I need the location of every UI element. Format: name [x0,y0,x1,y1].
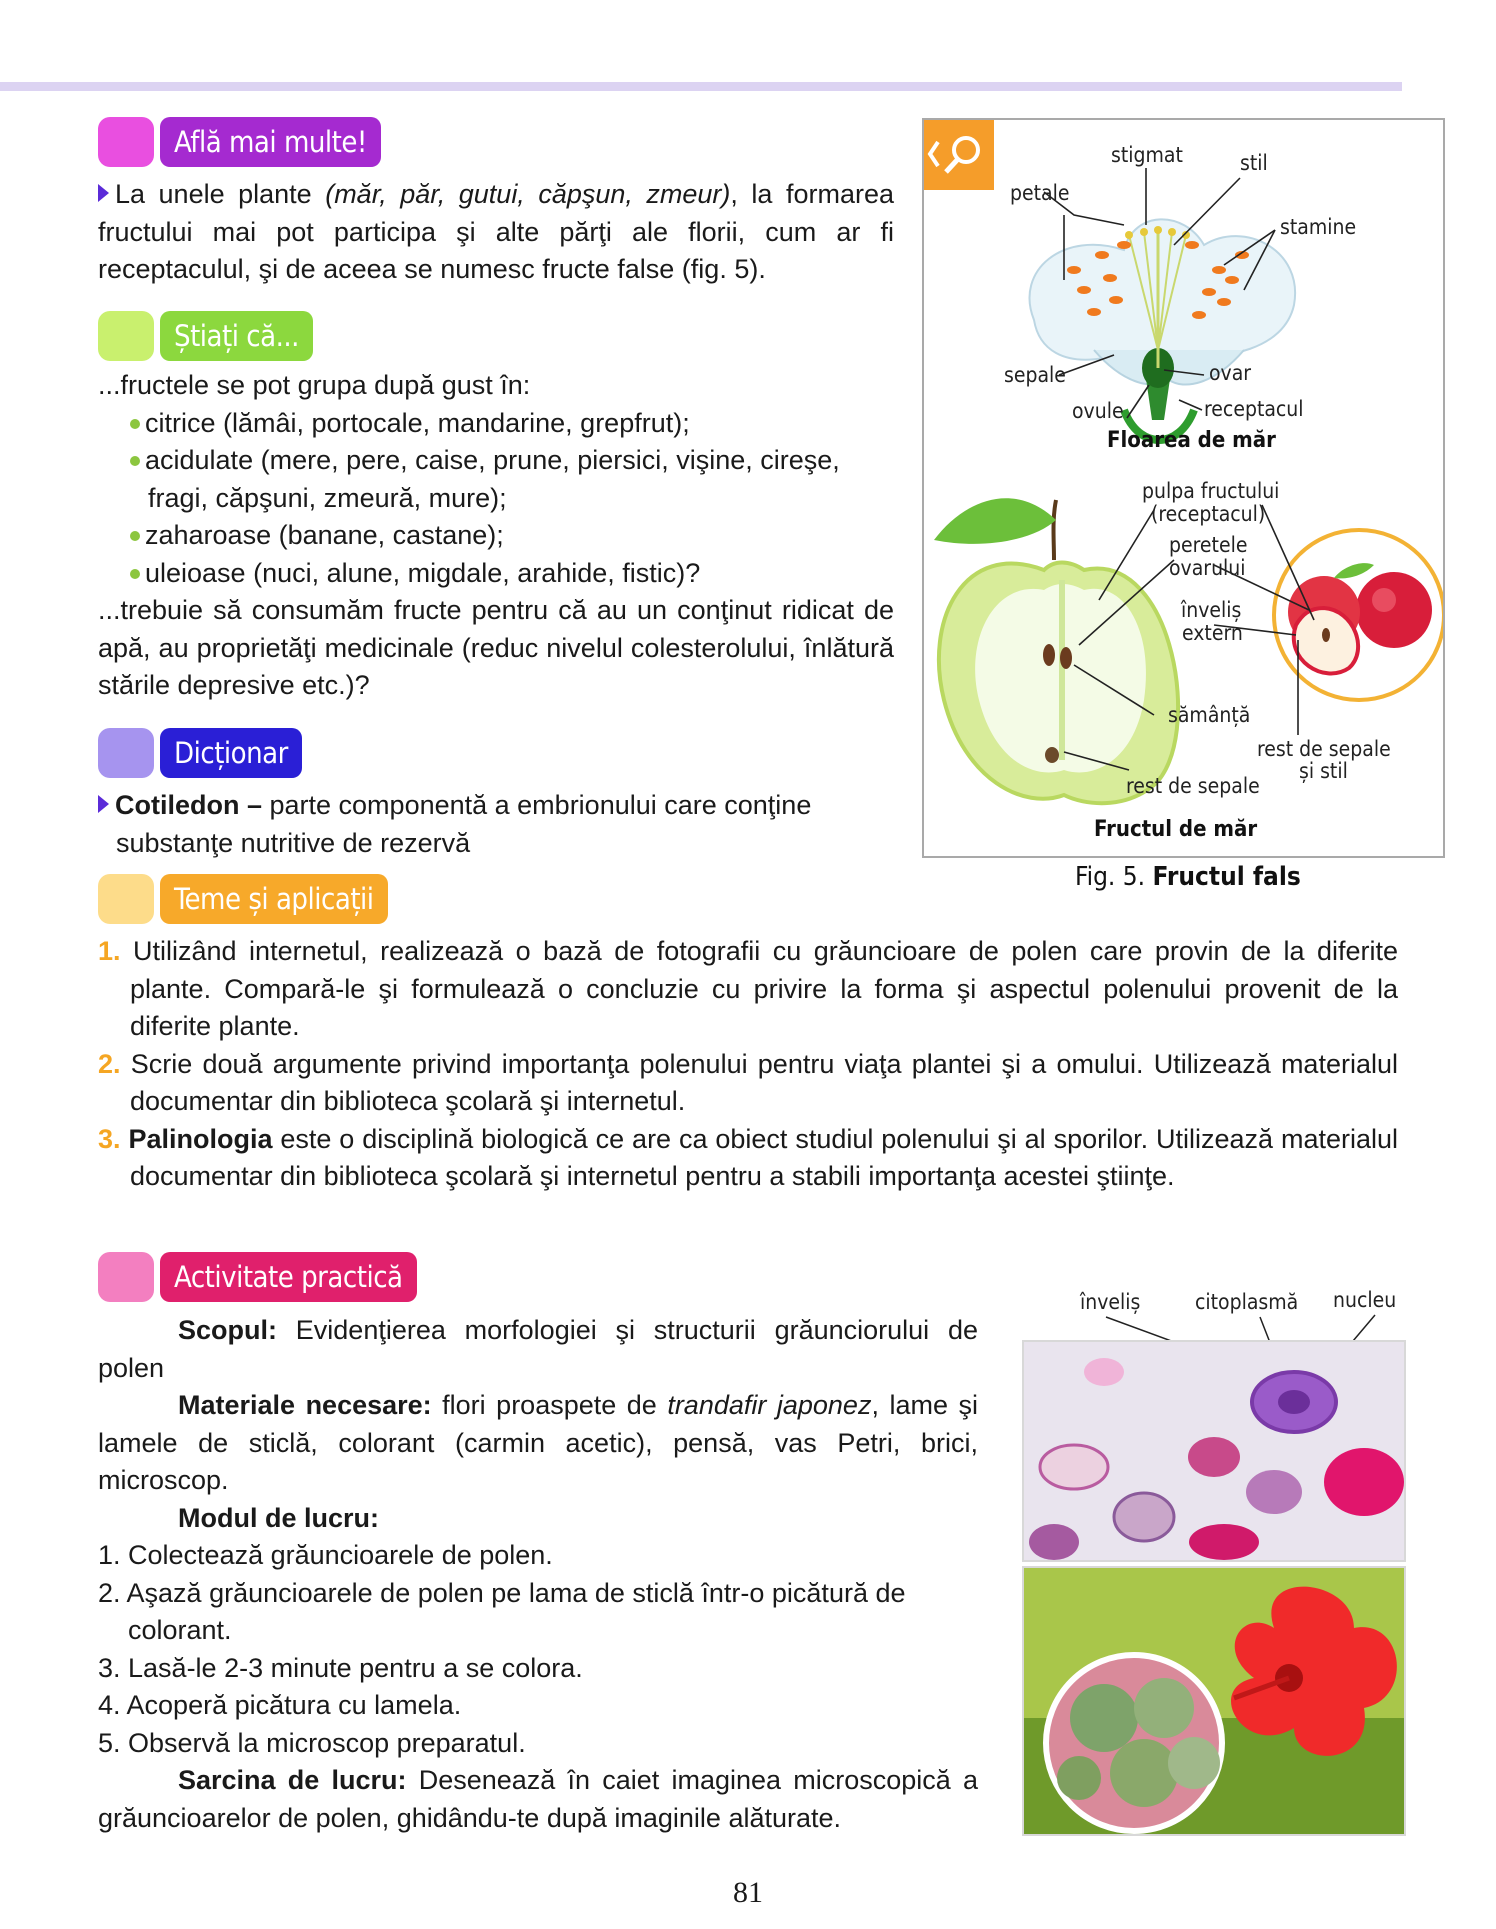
fruit-title: Fructul de măr [1094,817,1258,842]
top-divider [0,82,1402,91]
materiale-paragraph: Materiale necesare: flori proaspete de trandafir japonez, lame şi lamele de sticlă, colorant (carmin acetic), pensă, vas Petri, brici, microscop. [98,1390,978,1495]
header-square [98,874,154,924]
page-number: 81 [733,1876,763,1909]
bullet-dot-icon [130,419,140,429]
taste-list [98,405,894,593]
stiati-block [98,367,894,705]
label-stamine: stamine [1280,215,1357,239]
label-invelis-2: extern [1182,621,1243,645]
label-pulpa-1: pulpa fructului [1142,479,1280,503]
list-item: uleioase (nuci, alune, migdale, arahide, fistic)? [130,555,894,593]
pollen-microscope-image [1022,1340,1406,1562]
red-apples-inset [1274,530,1443,700]
label-ovar: ovar [1209,361,1252,385]
header-label: Activitate practică [160,1252,417,1302]
figure-drawing [924,120,1443,856]
stiati-intro: ...fructele se pot grupa după gust în: [98,370,531,400]
label-ovule: ovule [1072,399,1124,423]
green-apple-illustration [934,498,1178,803]
label-rest-sepale-stil-1: rest de sepale [1257,737,1391,761]
label-petale: petale [1010,181,1070,205]
header-square [98,117,154,167]
list-item: 1. Utilizând internetul, realizează o bază de fotografii cu grăuncioare de polen care provin de la diferite plante. Compară-le şi formulează o concluzie cu privire la forma şi aspectul polenului provenit de la diferite plante. [98,936,1398,1041]
label-receptacul: receptacul [1204,397,1304,421]
list-item: acidulate (mere, pere, caise, prune, piersici, vişine, cireşe, fragi, căpşuni, zmeură, mure); [130,442,894,517]
bullet-dot-icon [130,569,140,579]
sarcina-paragraph: Sarcina de lucru: Desenează în caiet imaginea microscopică a grăuncioarelor de polen, ghidându-te după imaginile alăturate. [98,1765,978,1833]
label-invelis-1: înveliș [1181,598,1242,622]
afla-paragraph: La unele plante (măr, păr, gutui, căpşun, zmeur), la formarea fructului mai pot participa şi alte părţi ale florii, cum ar fi receptaculul, şi de aceea se numesc fructe false (fig. 5). [98,179,895,284]
step-item: 1. Colectează grăuncioarele de polen. [98,1540,553,1570]
label-nucleu: nucleu [1333,1288,1397,1312]
header-label: Știați că... [160,311,313,361]
step-item: 2. Aşază grăuncioarele de polen pe lama de sticlă într-o picătură de colorant. [98,1577,906,1645]
bullet-triangle-icon [98,184,109,202]
figure-caption: Fig. 5. Fructul fals [1075,862,1301,892]
label-peretele-1: peretele [1169,533,1248,557]
step-item: 5. Observă la microscop preparatul. [98,1727,526,1758]
label-invelis: înveliș [1080,1290,1141,1314]
flower-title: Floarea de măr [1107,428,1276,453]
list-item: citrice (lămâi, portocale, mandarine, grepfrut); [130,405,894,443]
teme-block [98,933,1398,1196]
label-peretele-2: ovarului [1169,556,1246,580]
header-label: Dicționar [160,728,302,778]
list-item: 2. Scrie două argumente privind importanţa polenului pentru viaţa plantei şi a omului. Utilizează materialul documentar din biblioteca şcolară şi internetul. [98,1048,1398,1116]
header-label: Află mai multe! [160,117,381,167]
hibiscus-pollen-image [1022,1566,1406,1836]
label-rest-sepale: rest de sepale [1126,774,1260,798]
label-stil: stil [1240,151,1268,175]
bullet-triangle-icon [98,795,109,813]
label-sepale: sepale [1004,363,1066,387]
header-square [98,1252,154,1302]
list-item: 3. Palinologia este o disciplină biologică ce are ca obiect studiul polenului şi al sporilor. Utilizează materialul documentar din biblioteca şcolară şi internetul pentru a stabili importanţa acestei ştiinţe. [98,1123,1398,1191]
header-square [98,311,154,361]
header-square [98,728,154,778]
dictionar-entry: Cotiledon – parte componentă a embrionului care conţine substanţe nutritive de rezervă [98,787,912,862]
label-citoplasma: citoplasmă [1195,1290,1299,1314]
label-rest-sepale-stil-2: și stil [1299,759,1348,783]
header-label: Teme și aplicații [160,874,388,924]
scop-paragraph: Scopul: Evidenţierea morfologiei şi structurii grăunciorului de polen [98,1315,978,1383]
modul-heading: Modul de lucru: [178,1502,379,1533]
label-stigmat: stigmat [1111,143,1183,167]
bullet-dot-icon [130,456,140,466]
figure-fruit-false [922,118,1445,858]
step-item: 4. Acoperă picătura cu lamela. [98,1690,462,1720]
list-item: zaharoase (banane, castane); [130,517,894,555]
step-item: 3. Lasă-le 2-3 minute pentru a se colora. [98,1652,583,1683]
magnifier-icon [924,120,994,190]
label-pulpa-2: (receptacul) [1151,502,1266,526]
label-samanta: sămânță [1168,703,1251,727]
bullet-dot-icon [130,531,140,541]
stiati-outro: ...trebuie să consumăm fructe pentru că au un conţinut ridicat de apă, au proprietăţi medicinale (reduc nivelul colesterolului, înlătură stările depresive etc.)? [98,595,894,700]
activitate-block [98,1312,978,1837]
teme-list [98,933,1398,1196]
